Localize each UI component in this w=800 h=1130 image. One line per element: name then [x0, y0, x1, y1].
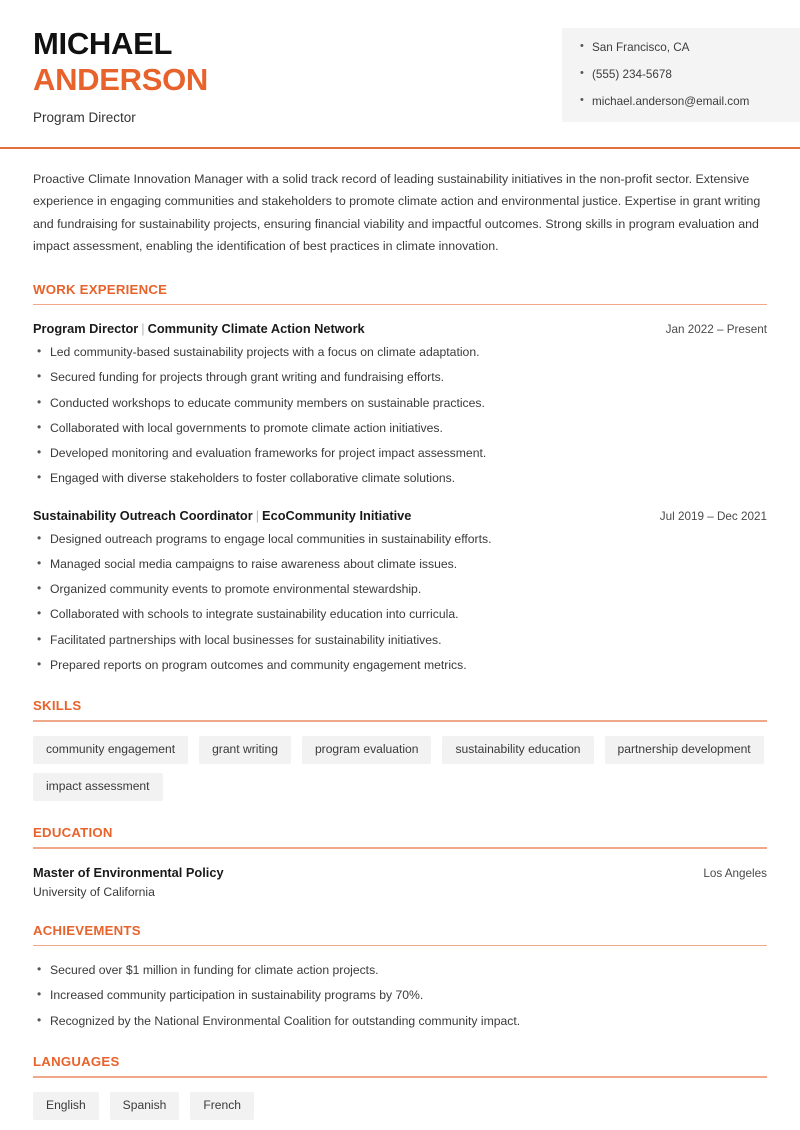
education-degree: Master of Environmental Policy	[33, 864, 224, 880]
experience-entry-header	[33, 321, 767, 336]
education-location: Los Angeles	[703, 866, 767, 880]
experience-role: Program Director	[33, 321, 139, 337]
language-chip: Spanish	[110, 1092, 180, 1120]
resume-body	[0, 168, 800, 1120]
contact-phone[interactable]: • (555) 234-5678	[580, 68, 784, 82]
list-item: • Prepared reports on program outcomes and community engagement metrics.	[33, 657, 767, 675]
experience-title	[33, 321, 365, 336]
education-school: University of California	[33, 884, 155, 899]
language-chip: English	[33, 1092, 99, 1120]
education-entry	[33, 865, 767, 899]
skills-chip-list	[33, 736, 767, 802]
section-divider	[33, 720, 767, 721]
list-item: • Facilitated partnerships with local businesses for sustainability initiatives.	[33, 632, 767, 650]
skill-chip: partnership development	[605, 736, 764, 764]
section-title-achievements: ACHIEVEMENTS	[33, 922, 141, 938]
section-divider	[33, 304, 767, 305]
section-title-languages: LANGUAGES	[33, 1054, 120, 1070]
professional-summary: Proactive Climate Innovation Manager with a solid track record of leading sustainability initiatives in the non-profit sector. Extensive experience in engaging communities and stakeholders to promote climate action and environmental justice. Expertise in grant writing and fundraising for sustainability projects, ensuring financial viability and impactful outcomes. Strong skills in program evaluation and impact assessment, enabling the identification of best practices in climate innovation.	[33, 171, 761, 254]
skill-chip: grant writing	[199, 736, 291, 764]
contact-email[interactable]: • michael.anderson@email.com	[580, 95, 784, 109]
section-divider	[33, 945, 767, 946]
section-skills	[33, 698, 767, 801]
experience-title	[33, 508, 411, 523]
section-languages	[33, 1054, 767, 1120]
education-entry-header	[33, 865, 767, 880]
resume-header	[0, 0, 800, 125]
skill-chip: sustainability education	[442, 736, 593, 764]
section-divider	[33, 1076, 767, 1077]
section-title-work-experience: WORK EXPERIENCE	[33, 281, 168, 297]
first-name: MICHAEL	[33, 26, 173, 61]
section-achievements	[33, 923, 767, 1030]
experience-date: Jan 2022 – Present	[665, 323, 767, 337]
title-separator: |	[141, 321, 145, 337]
experience-bullets	[33, 531, 767, 675]
list-item: • Secured funding for projects through grant writing and fundraising efforts.	[33, 369, 767, 387]
list-item: • Secured over $1 million in funding for climate action projects.	[33, 962, 767, 980]
list-item: • Managed social media campaigns to raise awareness about climate issues.	[33, 556, 767, 574]
list-item: • Collaborated with local governments to promote climate action initiatives.	[33, 420, 767, 438]
header-identity	[0, 26, 208, 125]
achievements-list	[33, 962, 767, 1030]
list-item: • Organized community events to promote environmental stewardship.	[33, 581, 767, 599]
section-work-experience	[33, 282, 767, 675]
list-item: • Developed monitoring and evaluation frameworks for project impact assessment.	[33, 445, 767, 463]
list-item: • Collaborated with schools to integrate sustainability education into curricula.	[33, 606, 767, 624]
experience-bullets	[33, 344, 767, 488]
contact-list	[580, 41, 784, 109]
experience-entry-header	[33, 508, 767, 523]
section-education	[33, 825, 767, 898]
skill-chip: program evaluation	[302, 736, 432, 764]
language-chip: French	[190, 1092, 254, 1120]
section-title-education: EDUCATION	[33, 825, 113, 841]
list-item: • Led community-based sustainability projects with a focus on climate adaptation.	[33, 344, 767, 362]
title-separator: |	[255, 507, 260, 523]
section-divider	[33, 847, 767, 848]
experience-company: Community Climate Action Network	[147, 321, 365, 337]
header-divider	[0, 147, 800, 149]
experience-entry	[33, 508, 767, 675]
skill-chip: impact assessment	[33, 773, 163, 801]
job-title: Program Director	[33, 109, 136, 125]
contact-location: • San Francisco, CA	[580, 41, 784, 55]
experience-date: Jul 2019 – Dec 2021	[659, 509, 767, 523]
experience-company: EcoCommunity Initiative	[262, 507, 412, 523]
list-item: • Designed outreach programs to engage local communities in sustainability efforts.	[33, 531, 767, 549]
experience-entry	[33, 321, 767, 488]
section-title-skills: SKILLS	[33, 698, 82, 714]
list-item: • Engaged with diverse stakeholders to foster collaborative climate solutions.	[33, 470, 767, 488]
experience-role: Sustainability Outreach Coordinator	[33, 507, 253, 523]
contact-box	[562, 28, 800, 122]
list-item: • Recognized by the National Environmental Coalition for outstanding community impact.	[33, 1013, 767, 1031]
list-item: • Increased community participation in sustainability programs by 70%.	[33, 987, 767, 1005]
list-item: • Conducted workshops to educate community members on sustainable practices.	[33, 395, 767, 413]
last-name: ANDERSON	[33, 62, 209, 98]
languages-chip-list	[33, 1092, 767, 1120]
skill-chip: community engagement	[33, 736, 188, 764]
